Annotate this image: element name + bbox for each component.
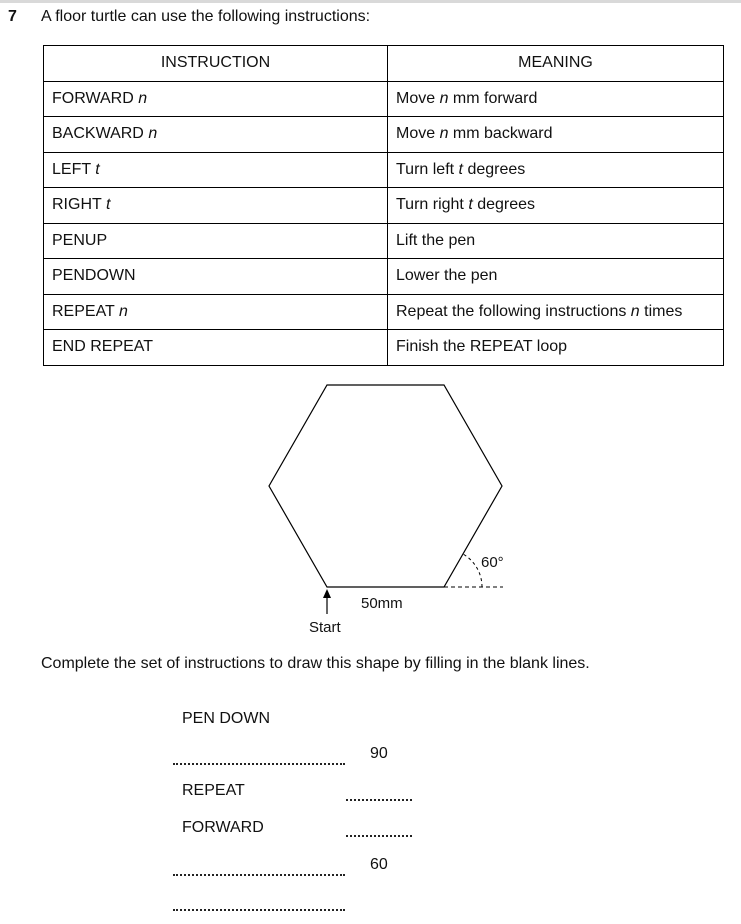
instruction-keyword: LEFT bbox=[52, 160, 91, 178]
answer-blank-3[interactable] bbox=[346, 835, 412, 837]
start-label: Start bbox=[309, 619, 341, 636]
instruction-keyword: FORWARD bbox=[52, 89, 134, 107]
meaning-variable: t bbox=[468, 196, 473, 214]
instruction-keyword: PENDOWN bbox=[52, 267, 136, 285]
question-number: 7 bbox=[8, 8, 17, 25]
instructions-prompt: Complete the set of instructions to draw this shape by filling in the blank lines. bbox=[41, 655, 590, 672]
meaning-variable: n bbox=[630, 302, 640, 320]
meaning-variable: n bbox=[439, 89, 449, 107]
instruction-variable: n bbox=[119, 302, 128, 320]
meaning-text: Lower the pen bbox=[396, 267, 498, 285]
meaning-text: Turn right bbox=[396, 196, 469, 214]
meaning-text: Finish the REPEAT loop bbox=[396, 338, 568, 356]
instruction-variable: n bbox=[138, 89, 148, 107]
meaning-text: Move bbox=[396, 125, 440, 143]
instruction-keyword: REPEAT bbox=[52, 302, 115, 320]
start-arrow-head bbox=[323, 589, 331, 598]
program-line-forward: FORWARD bbox=[182, 819, 264, 836]
hexagon-shape bbox=[269, 385, 502, 587]
header-meaning: MEANING bbox=[388, 46, 724, 82]
answer-blank-1[interactable] bbox=[173, 763, 345, 765]
answer-blank-5[interactable] bbox=[173, 909, 345, 911]
meaning-text: Repeat the following instructions bbox=[396, 302, 631, 320]
instruction-variable: t bbox=[95, 160, 100, 178]
meaning-text-suffix: degrees bbox=[472, 196, 536, 214]
answer-blank-4[interactable] bbox=[173, 874, 345, 876]
program-value-90: 90 bbox=[370, 745, 388, 762]
meaning-text: Turn left bbox=[396, 160, 459, 178]
meaning-text-suffix: times bbox=[639, 302, 683, 320]
answer-blank-2[interactable] bbox=[346, 799, 412, 801]
meaning-text-suffix: mm forward bbox=[448, 89, 538, 107]
instruction-keyword: END REPEAT bbox=[52, 338, 154, 356]
meaning-text-suffix: degrees bbox=[463, 160, 526, 178]
angle-arc bbox=[463, 554, 482, 587]
meaning-variable: t bbox=[458, 160, 463, 178]
program-line-repeat: REPEAT bbox=[182, 782, 245, 799]
instruction-variable: n bbox=[148, 125, 158, 143]
question-intro: A floor turtle can use the following instructions: bbox=[41, 8, 371, 25]
program-line-pen-down: PEN DOWN bbox=[182, 710, 270, 727]
angle-label: 60° bbox=[481, 554, 504, 571]
meaning-text-suffix: mm backward bbox=[448, 125, 553, 143]
meaning-variable: n bbox=[439, 125, 449, 143]
program-value-60: 60 bbox=[370, 856, 388, 873]
header-instruction: INSTRUCTION bbox=[44, 46, 388, 82]
instruction-keyword: PENUP bbox=[52, 231, 108, 249]
instruction-keyword: BACKWARD bbox=[52, 125, 144, 143]
meaning-text: Move bbox=[396, 89, 440, 107]
side-length-label: 50mm bbox=[361, 595, 403, 612]
instruction-variable: t bbox=[105, 196, 111, 214]
instruction-keyword: RIGHT bbox=[52, 196, 102, 214]
meaning-text: Lift the pen bbox=[396, 231, 476, 249]
